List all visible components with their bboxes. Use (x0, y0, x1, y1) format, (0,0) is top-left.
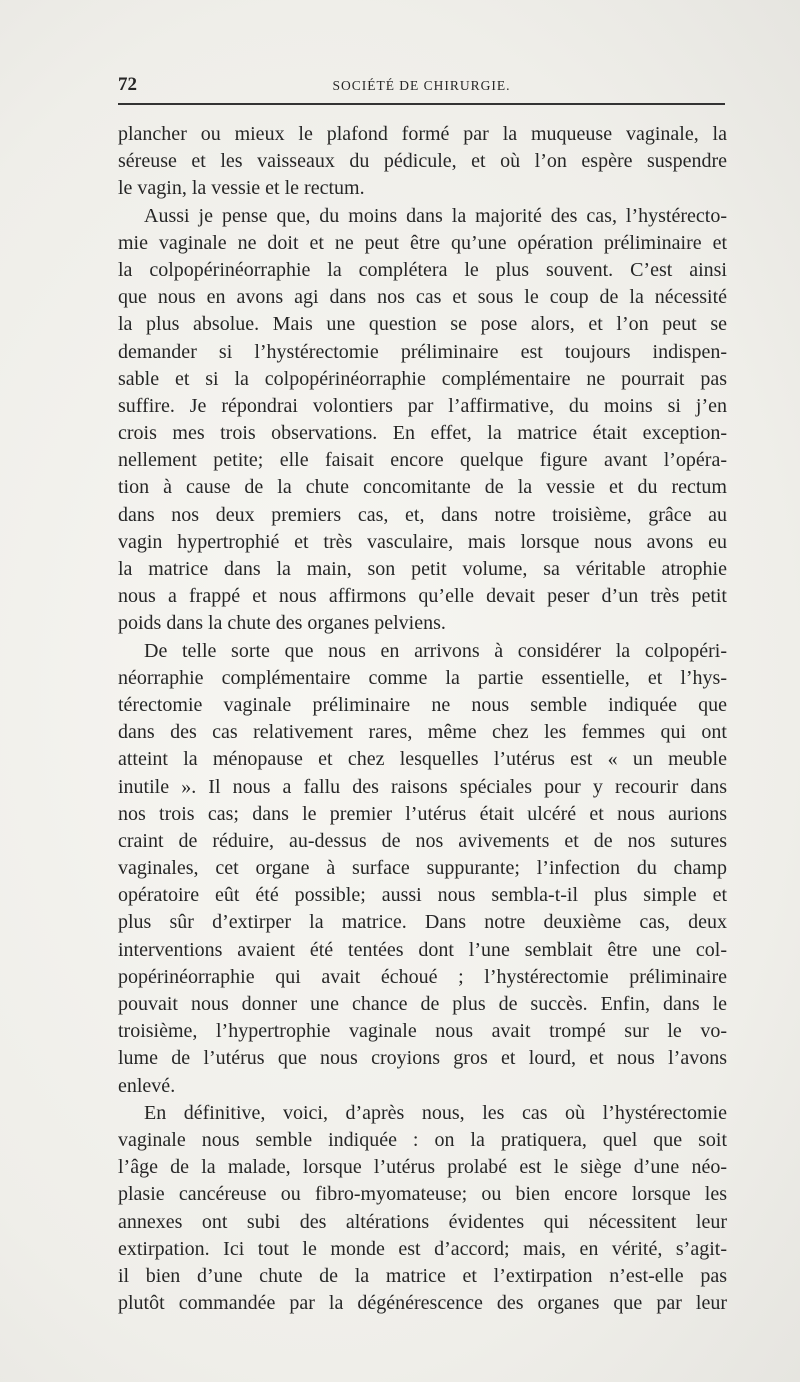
text-line: la plus absolue. Mais une question se pose alors, et l’on peut se (118, 313, 727, 336)
page-number: 72 (118, 74, 137, 95)
text-line: En définitive, voici, d’après nous, les cas où l’hystérectomie (144, 1101, 727, 1124)
text-line: mie vaginale ne doit et ne peut être qu’une opération préliminaire et (118, 231, 727, 254)
text-line: il bien d’une chute de la matrice et l’extirpation n’est-elle pas (118, 1264, 727, 1287)
text-line: De telle sorte que nous en arrivons à considérer la colpopéri- (144, 639, 727, 662)
text-line: dans des cas relativement rares, même chez les femmes qui ont (118, 721, 727, 744)
text-line: extirpation. Ici tout le monde est d’accord; mais, en vérité, s’agit- (118, 1237, 727, 1260)
text-line: nellement petite; elle faisait encore quelque figure avant l’opéra- (118, 449, 727, 472)
text-line: vaginale nous semble indiquée : on la pratiquera, quel que soit (118, 1128, 727, 1151)
text-line: atteint la ménopause et chez lesquelles l’utérus est « un meuble (118, 748, 727, 771)
text-line: la colpopérinéorraphie la complétera le plus souvent. C’est ainsi (118, 258, 727, 281)
text-line: pouvait nous donner une chance de plus de succès. Enfin, dans le (118, 993, 727, 1015)
text-line: crois mes trois observations. En effet, la matrice était exception- (118, 422, 727, 445)
text-line: inutile ». Il nous a fallu des raisons spéciales pour y recourir dans (118, 775, 727, 798)
text-line: l’âge de la malade, lorsque l’utérus prolabé est le siège d’une néo- (118, 1156, 727, 1179)
running-title: SOCIÉTÉ DE CHIRURGIE. (332, 78, 511, 93)
body-text (118, 121, 727, 1317)
text-line: craint de réduire, au-dessus de nos avivements et de nos sutures (118, 829, 727, 852)
text-line: nos trois cas; dans le premier l’utérus était ulcéré et nous aurions (118, 802, 727, 825)
text-line: nous a frappé et nous affirmons qu’elle devait peser d’un très petit (118, 585, 727, 608)
header-rule (118, 103, 725, 105)
text-line: vagin hypertrophié et très vasculaire, mais lorsque nous avons eu (118, 530, 727, 553)
text-line: térectomie vaginale préliminaire ne nous semble indiquée que (118, 693, 727, 716)
text-line: demander si l’hystérectomie préliminaire est toujours indispen- (118, 340, 727, 363)
text-line: plutôt commandée par la dégénérescence des organes que par leur (118, 1292, 727, 1315)
text-line: opératoire eût été possible; aussi nous sembla-t-il plus simple et (118, 884, 727, 907)
text-line: le vagin, la vessie et le rectum. (118, 177, 365, 200)
text-line: la matrice dans la main, son petit volume, sa véritable atrophie (118, 558, 727, 580)
text-line: plancher ou mieux le plafond formé par la muqueuse vaginale, la (118, 123, 727, 145)
text-line: enlevé. (118, 1074, 176, 1097)
text-line: troisième, l’hypertrophie vaginale nous avait trompé sur le vo- (118, 1020, 727, 1043)
text-line: plasie cancéreuse ou fibro-myomateuse; ou bien encore lorsque les (118, 1183, 727, 1206)
text-line: dans nos deux premiers cas, et, dans notre troisième, grâce au (118, 503, 727, 526)
text-line: lume de l’utérus que nous croyions gros et lourd, et nous l’avons (118, 1047, 727, 1070)
text-line: séreuse et les vaisseaux du pédicule, et où l’on espère suspendre (118, 150, 727, 173)
text-line: Aussi je pense que, du moins dans la majorité des cas, l’hystérecto- (144, 204, 727, 227)
text-line: plus sûr d’extirper la matrice. Dans notre deuxième cas, deux (118, 911, 727, 934)
text-line: tion à cause de la chute concomitante de la vessie et du rectum (118, 476, 727, 499)
text-line: annexes ont subi des altérations évidentes qui nécessitent leur (118, 1210, 727, 1233)
text-line: suffire. Je répondrai volontiers par l’affirmative, du moins si j’en (118, 394, 727, 417)
text-line: poids dans la chute des organes pelviens. (118, 612, 446, 635)
text-line: interventions avaient été tentées dont l’une semblait être une col- (118, 938, 727, 961)
text-line: que nous en avons agi dans nos cas et sous le coup de la nécessité (118, 286, 727, 309)
text-line: sable et si la colpopérinéorraphie complémentaire ne pourrait pas (118, 367, 727, 390)
text-line: vaginales, cet organe à surface suppurante; l’infection du champ (118, 857, 727, 880)
text-line: popérinéorraphie qui avait échoué ; l’hystérectomie préliminaire (118, 965, 727, 988)
text-line: néorraphie complémentaire comme la partie essentielle, et l’hys- (118, 666, 727, 689)
